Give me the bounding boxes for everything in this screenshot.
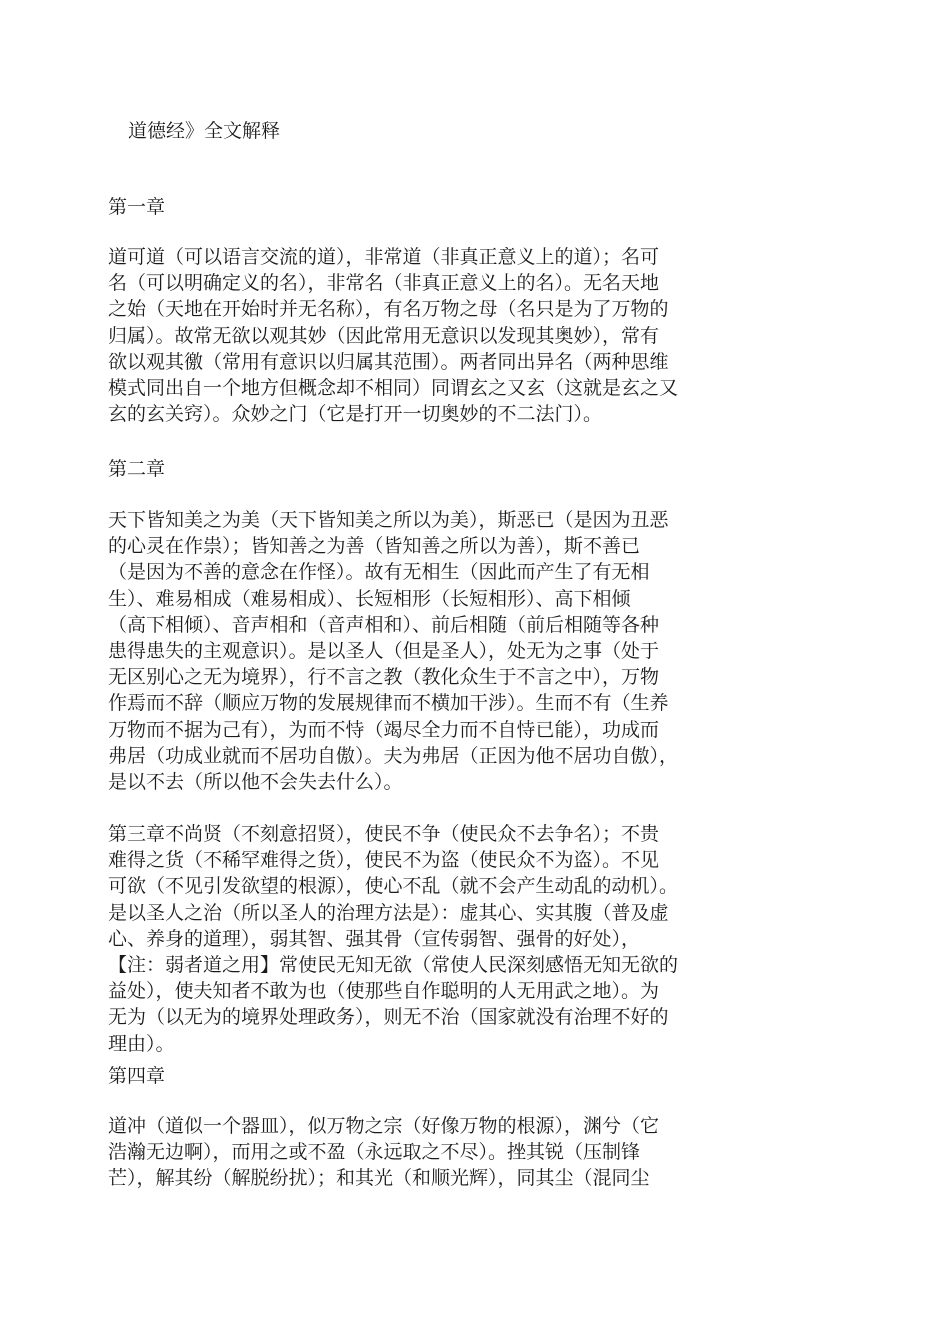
text-line: （高下相倾）、音声相和（音声相和）、前后相随（前后相随等各种	[108, 613, 660, 636]
text-line: 归属）。故常无欲以观其妙（因此常用无意识以发现其奥妙），常有	[108, 324, 660, 347]
text-line: 理由）。	[108, 1032, 175, 1055]
text-line: 道可道（可以语言交流的道），非常道（非真正意义上的道）；名可	[108, 246, 660, 268]
text-line: 无为（以无为的境界处理政务），则无不治（国家就没有治理不好的	[108, 1006, 669, 1029]
text-line: 是以不去（所以他不会失去什么）。	[108, 771, 403, 794]
chapter-1-paragraph	[108, 244, 748, 427]
text-line: 天下皆知美之为美（天下皆知美之所以为美），斯恶已（是因为丑恶	[108, 509, 669, 531]
chapter-4-paragraph	[108, 1113, 748, 1192]
text-line: 生）、难易相成（难易相成）、长短相形（长短相形）、高下相倾	[108, 587, 631, 610]
text-line: 万物而不据为己有），为而不恃（竭尽全力而不自恃已能），功成而	[108, 718, 660, 741]
text-line: 是以圣人之治（所以圣人的治理方法是）：虚其心、实其腹（普及虚	[108, 901, 669, 924]
text-line: 作焉而不辞（顺应万物的发展规律而不横加干涉）。生而不有（生养	[108, 692, 669, 715]
chapter-3-paragraph	[108, 821, 748, 1057]
text-line: 的心灵在作祟）；皆知善之为善（皆知善之所以为善），斯不善已	[108, 535, 641, 558]
document-title: 道德经》全文解释	[128, 120, 281, 142]
text-line: 无区别心之无为境界），行不言之教（教化众生于不言之中），万物	[108, 666, 660, 689]
text-line: （是因为不善的意念在作怪）。故有无相生（因此而产生了有无相	[108, 561, 650, 584]
text-line: 可欲（不见引发欲望的根源），使心不乱（就不会产生动乱的动机）。	[108, 875, 679, 898]
text-line: 芒），解其纷（解脱纷扰）；和其光（和顺光辉），同其尘（混同尘	[108, 1167, 650, 1190]
text-line: 名（可以明确定义的名），非常名（非真正意义上的名）。无名天地	[108, 272, 660, 295]
text-line: 第三章不尚贤（不刻意招贤），使民不争（使民众不去争名）；不贵	[108, 823, 660, 845]
text-line: 模式同出自一个地方但概念却不相同）同谓玄之又玄（这就是玄之又	[108, 377, 679, 400]
text-line: 患得患失的主观意识）。是以圣人（但是圣人），处无为之事（处于	[108, 640, 660, 663]
text-line: 心、养身的道理），弱其智、强其骨（宣传弱智、强骨的好处），	[108, 927, 641, 950]
text-line: 益处），使夫知者不敢为也（使那些自作聪明的人无用武之地）。为	[108, 980, 660, 1003]
text-line: 【注：弱者道之用】常使民无知无欲（常使人民深刻感悟无知无欲的	[108, 954, 679, 977]
text-line: 玄的玄关窍）。众妙之门（它是打开一切奥妙的不二法门）。	[108, 403, 603, 426]
text-line: 弗居（功成业就而不居功自傲）。夫为弗居（正因为他不居功自傲），	[108, 744, 679, 767]
chapter-2-paragraph	[108, 507, 748, 795]
chapter-4-heading: 第四章	[108, 1065, 166, 1087]
text-line: 欲以观其徼（常用有意识以归属其范围）。两者同出异名（两种思维	[108, 350, 669, 373]
text-line: 浩瀚无边啊），而用之或不盈（永远取之不尽）。挫其锐（压制锋	[108, 1141, 641, 1164]
text-line: 之始（天地在开始时并无名称），有名万物之母（名只是为了万物的	[108, 298, 669, 321]
text-line: 道冲（道似一个器皿），似万物之宗（好像万物的根源），渊兮（它	[108, 1115, 660, 1137]
chapter-2-heading: 第二章	[108, 458, 166, 480]
text-line: 难得之货（不稀罕难得之货），使民不为盗（使民众不为盗）。不见	[108, 849, 660, 872]
chapter-1-heading: 第一章	[108, 196, 166, 218]
